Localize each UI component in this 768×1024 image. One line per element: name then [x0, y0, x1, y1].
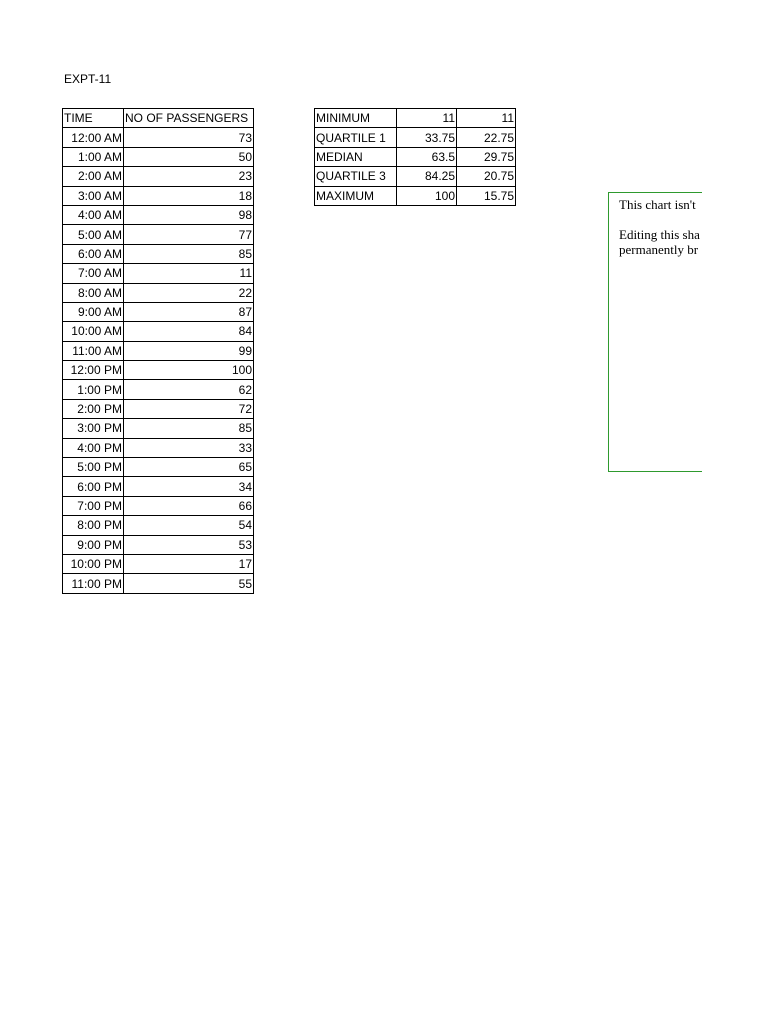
- time-cell[interactable]: 2:00 PM: [63, 399, 124, 418]
- stat-value-cell[interactable]: 63.5: [397, 147, 457, 166]
- passengers-cell[interactable]: 98: [124, 205, 254, 224]
- time-cell[interactable]: 2:00 AM: [63, 167, 124, 186]
- table-row: [63, 147, 254, 166]
- time-cell[interactable]: 12:00 PM: [63, 361, 124, 380]
- stat-secondary-value-cell[interactable]: 11: [457, 109, 516, 128]
- passengers-cell[interactable]: 50: [124, 147, 254, 166]
- unsupported-chart-placeholder[interactable]: [608, 192, 702, 472]
- stats-row: [315, 147, 516, 166]
- table-row: [63, 399, 254, 418]
- time-cell[interactable]: 3:00 AM: [63, 186, 124, 205]
- time-cell[interactable]: 6:00 AM: [63, 244, 124, 263]
- stat-label-cell[interactable]: QUARTILE 1: [315, 128, 397, 147]
- table-row: [63, 477, 254, 496]
- table-row: [63, 302, 254, 321]
- chart-notice-line-3: permanently br: [619, 242, 699, 257]
- passengers-cell[interactable]: 100: [124, 361, 254, 380]
- table-row: [63, 496, 254, 515]
- time-cell[interactable]: 8:00 AM: [63, 283, 124, 302]
- stat-value-cell[interactable]: 11: [397, 109, 457, 128]
- table-row: [63, 458, 254, 477]
- passengers-cell[interactable]: 85: [124, 419, 254, 438]
- stat-label-cell[interactable]: MAXIMUM: [315, 186, 397, 205]
- table-header-row: [63, 109, 254, 128]
- time-cell[interactable]: 4:00 AM: [63, 205, 124, 224]
- time-cell[interactable]: 5:00 AM: [63, 225, 124, 244]
- time-cell[interactable]: 7:00 AM: [63, 264, 124, 283]
- time-cell[interactable]: 4:00 PM: [63, 438, 124, 457]
- passengers-cell[interactable]: 23: [124, 167, 254, 186]
- time-cell[interactable]: 9:00 AM: [63, 302, 124, 321]
- time-cell[interactable]: 11:00 AM: [63, 341, 124, 360]
- passengers-cell[interactable]: 85: [124, 244, 254, 263]
- passenger-data-table: [62, 108, 254, 594]
- stat-label-cell[interactable]: QUARTILE 3: [315, 167, 397, 186]
- table-row: [63, 283, 254, 302]
- stat-secondary-value-cell[interactable]: 15.75: [457, 186, 516, 205]
- table-row: [63, 322, 254, 341]
- passengers-cell[interactable]: 54: [124, 516, 254, 535]
- chart-notice-line-2: Editing this sha: [619, 227, 700, 242]
- time-cell[interactable]: 10:00 AM: [63, 322, 124, 341]
- stat-secondary-value-cell[interactable]: 22.75: [457, 128, 516, 147]
- time-cell[interactable]: 1:00 PM: [63, 380, 124, 399]
- chart-notice-line-1: This chart isn't: [619, 197, 696, 212]
- passengers-cell[interactable]: 55: [124, 574, 254, 593]
- passengers-cell[interactable]: 66: [124, 496, 254, 515]
- stats-row: [315, 167, 516, 186]
- table-row: [63, 341, 254, 360]
- stats-row: [315, 109, 516, 128]
- summary-stats-table: [314, 108, 516, 206]
- table-row: [63, 225, 254, 244]
- passengers-cell[interactable]: 87: [124, 302, 254, 321]
- table-row: [63, 554, 254, 573]
- time-cell[interactable]: 1:00 AM: [63, 147, 124, 166]
- passengers-cell[interactable]: 62: [124, 380, 254, 399]
- passengers-cell[interactable]: 11: [124, 264, 254, 283]
- passengers-cell[interactable]: 77: [124, 225, 254, 244]
- passengers-header-cell[interactable]: NO OF PASSENGERS: [124, 109, 254, 128]
- time-header-cell[interactable]: TIME: [63, 109, 124, 128]
- table-row: [63, 264, 254, 283]
- table-row: [63, 186, 254, 205]
- passengers-cell[interactable]: 99: [124, 341, 254, 360]
- time-cell[interactable]: 5:00 PM: [63, 458, 124, 477]
- table-row: [63, 167, 254, 186]
- passengers-cell[interactable]: 73: [124, 128, 254, 147]
- table-row: [63, 535, 254, 554]
- time-cell[interactable]: 6:00 PM: [63, 477, 124, 496]
- stat-value-cell[interactable]: 100: [397, 186, 457, 205]
- stat-label-cell[interactable]: MINIMUM: [315, 109, 397, 128]
- stats-row: [315, 128, 516, 147]
- passengers-cell[interactable]: 65: [124, 458, 254, 477]
- stats-row: [315, 186, 516, 205]
- table-row: [63, 244, 254, 263]
- stat-secondary-value-cell[interactable]: 29.75: [457, 147, 516, 166]
- passengers-cell[interactable]: 33: [124, 438, 254, 457]
- table-row: [63, 574, 254, 593]
- table-row: [63, 128, 254, 147]
- time-cell[interactable]: 10:00 PM: [63, 554, 124, 573]
- time-cell[interactable]: 12:00 AM: [63, 128, 124, 147]
- stat-value-cell[interactable]: 33.75: [397, 128, 457, 147]
- chart-notice-message: [619, 197, 702, 257]
- passengers-cell[interactable]: 18: [124, 186, 254, 205]
- table-row: [63, 438, 254, 457]
- stat-label-cell[interactable]: MEDIAN: [315, 147, 397, 166]
- passengers-cell[interactable]: 34: [124, 477, 254, 496]
- table-row: [63, 419, 254, 438]
- time-cell[interactable]: 9:00 PM: [63, 535, 124, 554]
- time-cell[interactable]: 7:00 PM: [63, 496, 124, 515]
- time-cell[interactable]: 8:00 PM: [63, 516, 124, 535]
- passengers-cell[interactable]: 17: [124, 554, 254, 573]
- passengers-cell[interactable]: 22: [124, 283, 254, 302]
- table-row: [63, 205, 254, 224]
- table-row: [63, 380, 254, 399]
- time-cell[interactable]: 11:00 PM: [63, 574, 124, 593]
- stat-value-cell[interactable]: 84.25: [397, 167, 457, 186]
- time-cell[interactable]: 3:00 PM: [63, 419, 124, 438]
- stat-secondary-value-cell[interactable]: 20.75: [457, 167, 516, 186]
- passengers-cell[interactable]: 53: [124, 535, 254, 554]
- sheet-title: EXPT-11: [64, 72, 112, 86]
- passengers-cell[interactable]: 84: [124, 322, 254, 341]
- table-row: [63, 516, 254, 535]
- passengers-cell[interactable]: 72: [124, 399, 254, 418]
- table-row: [63, 361, 254, 380]
